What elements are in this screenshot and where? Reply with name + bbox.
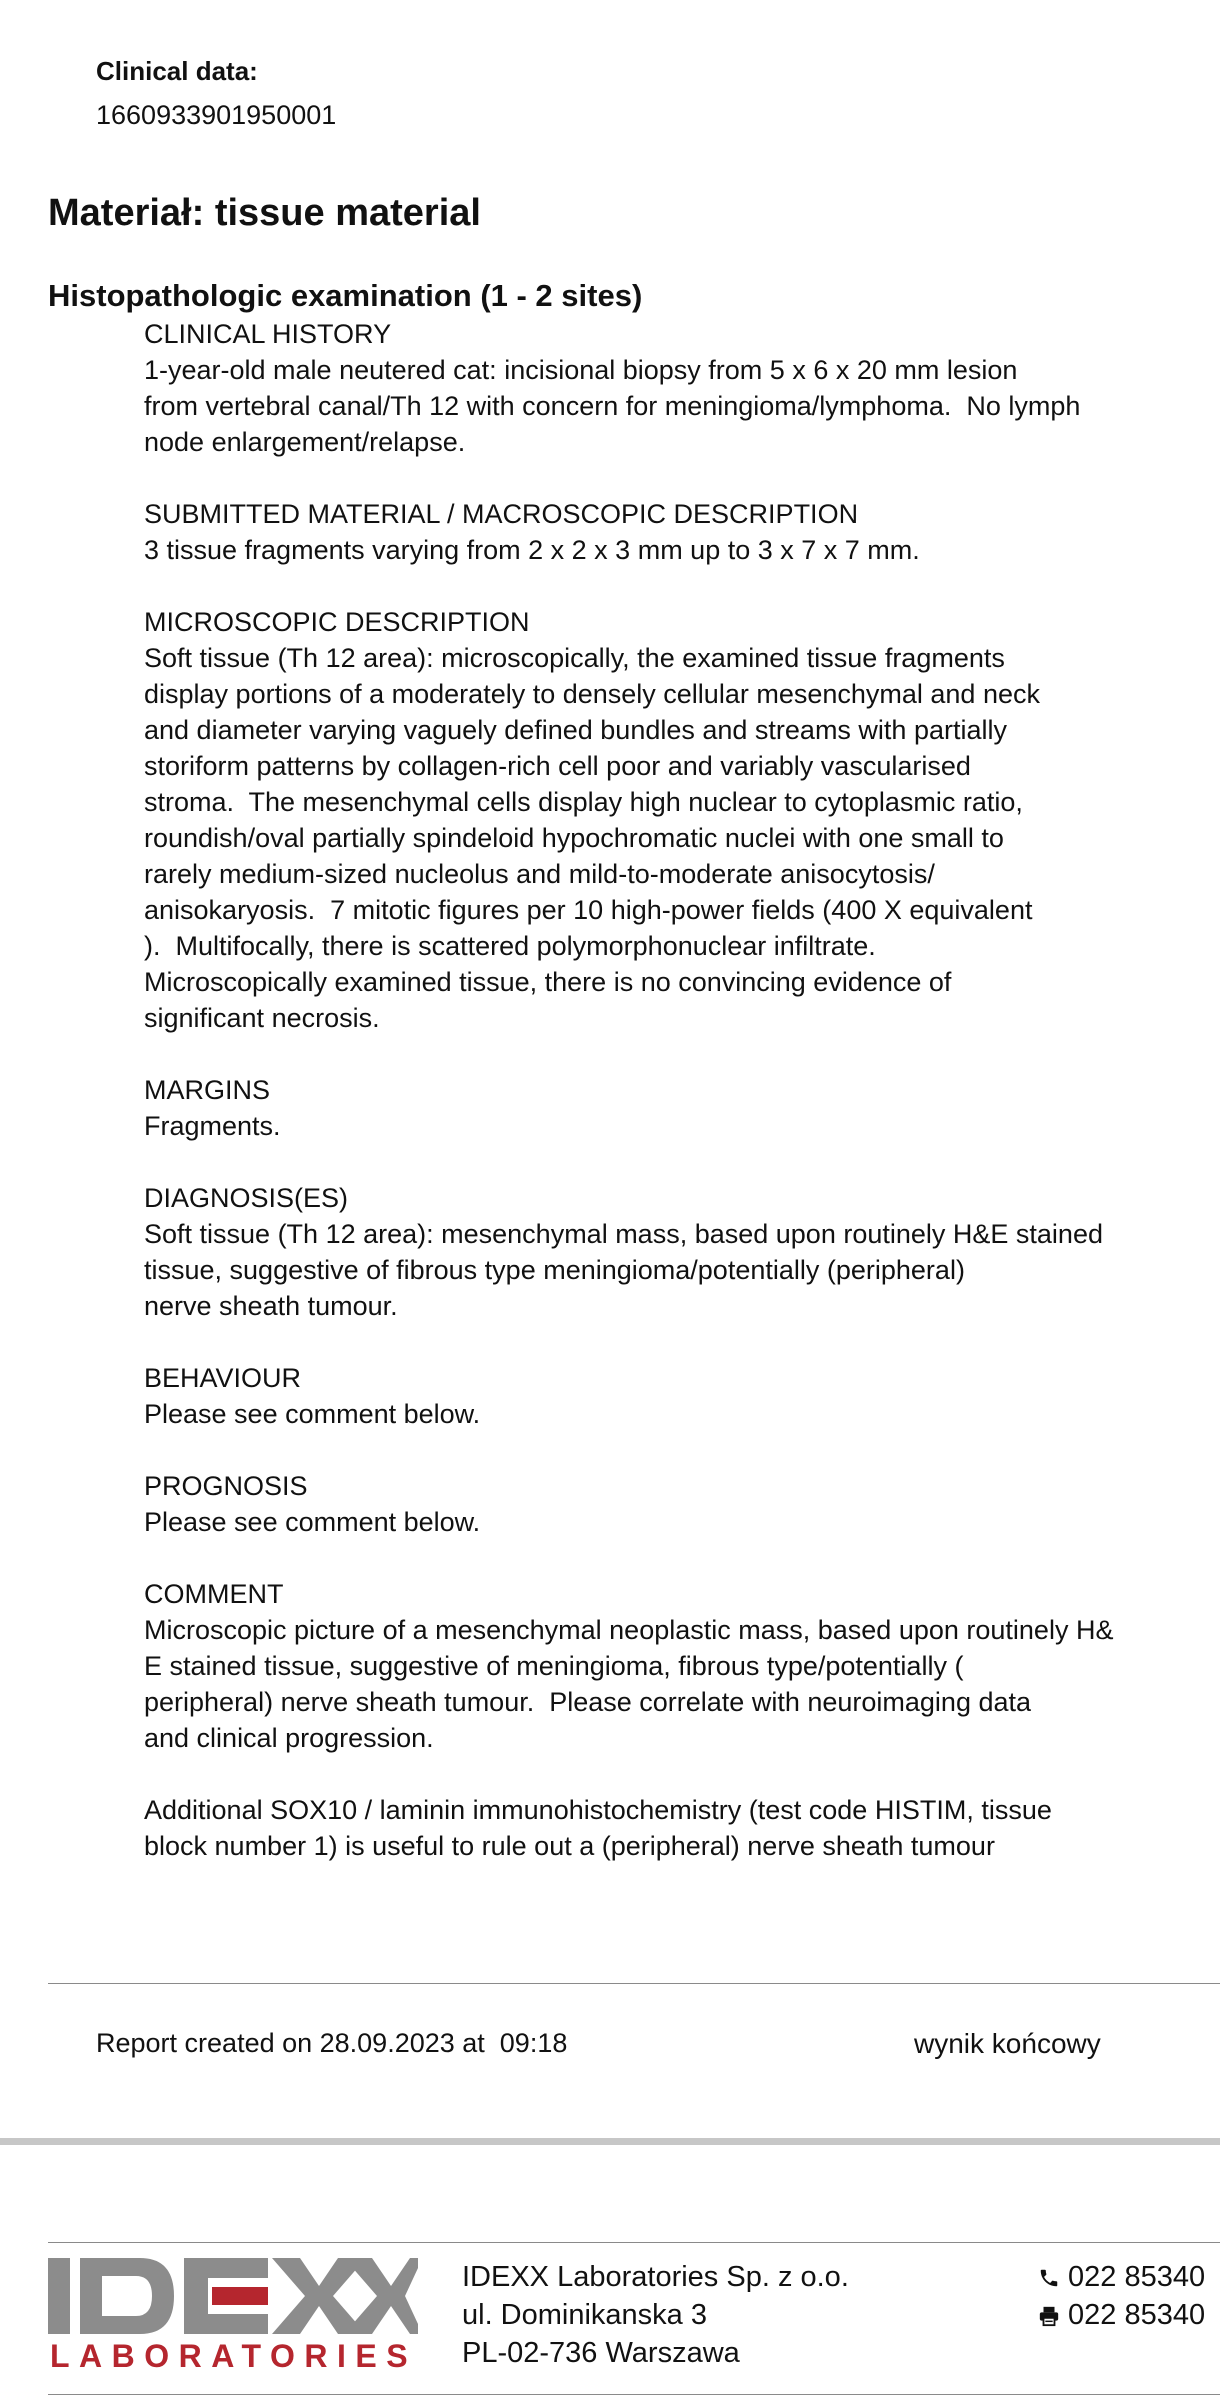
section-text-line: nerve sheath tumour. bbox=[144, 1291, 398, 1321]
report-section bbox=[144, 316, 1214, 460]
section-text-line: Microscopically examined tissue, there is no convincing evidence of bbox=[144, 967, 952, 997]
section-text-line: anisokaryosis. 7 mitotic figures per 10 high-power fields (400 X equivalent bbox=[144, 895, 1033, 925]
section-text-line: 3 tissue fragments varying from 2 x 2 x 3 mm up to 3 x 7 x 7 mm. bbox=[144, 535, 920, 565]
section-text-line: and clinical progression. bbox=[144, 1723, 434, 1753]
exam-title: Histopathologic examination (1 - 2 sites) bbox=[48, 278, 643, 313]
address-line-company: IDEXX Laboratories Sp. z o.o. bbox=[462, 2261, 849, 2293]
report-section bbox=[144, 1576, 1214, 1756]
section-text-line: significant necrosis. bbox=[144, 1003, 380, 1033]
section-text-line: Additional SOX10 / laminin immunohistochemistry (test code HISTIM, tissue bbox=[144, 1795, 1052, 1825]
fax-printer-icon bbox=[1038, 2305, 1060, 2327]
report-status: wynik końcowy bbox=[914, 2028, 1101, 2059]
fax-row bbox=[1038, 2296, 1205, 2334]
address-line-street: ul. Dominikanska 3 bbox=[462, 2299, 707, 2331]
section-text-line: display portions of a moderately to densely cellular mesenchymal and neck bbox=[144, 679, 1040, 709]
report-section bbox=[144, 496, 1214, 568]
report-created-text: Report created on 28.09.2023 at 09:18 bbox=[96, 2028, 568, 2058]
report-section bbox=[144, 1072, 1214, 1144]
clinical-data-label: Clinical data: bbox=[96, 56, 258, 86]
section-text-line: Please see comment below. bbox=[144, 1507, 481, 1537]
idexx-logo bbox=[48, 2258, 418, 2374]
section-heading: COMMENT bbox=[144, 1579, 284, 1609]
report-section bbox=[144, 1360, 1214, 1432]
section-text-line: from vertebral canal/Th 12 with concern for meningioma/lymphoma. No lymph bbox=[144, 391, 1081, 421]
section-text-line: Fragments. bbox=[144, 1111, 281, 1141]
section-text-line: rarely medium-sized nucleolus and mild-to-moderate anisocytosis/ bbox=[144, 859, 935, 889]
section-text-line: block number 1) is useful to rule out a (peripheral) nerve sheath tumour bbox=[144, 1831, 995, 1861]
section-heading: MARGINS bbox=[144, 1075, 271, 1105]
section-text-line: E stained tissue, suggestive of meningioma, fibrous type/potentially ( bbox=[144, 1651, 964, 1681]
company-address bbox=[462, 2258, 849, 2372]
footer-bottom-rule bbox=[48, 2394, 1220, 2395]
footer-top-rule bbox=[48, 2242, 1220, 2243]
section-text-line: node enlargement/relapse. bbox=[144, 427, 466, 457]
section-text-line: storiform patterns by collagen-rich cell poor and variably vascularised bbox=[144, 751, 971, 781]
report-section bbox=[144, 1180, 1214, 1324]
logo-wordmark: LABORATORIES bbox=[50, 2338, 418, 2374]
section-text-line: Soft tissue (Th 12 area): microscopically, the examined tissue fragments bbox=[144, 643, 1005, 673]
phone-number: 022 85340 bbox=[1068, 2261, 1206, 2293]
address-line-city: PL-02-736 Warszawa bbox=[462, 2337, 740, 2369]
section-text-line: 1-year-old male neutered cat: incisional biopsy from 5 x 6 x 20 mm lesion bbox=[144, 355, 1018, 385]
section-text-line: roundish/oval partially spindeloid hypochromatic nuclei with one small to bbox=[144, 823, 1004, 853]
section-heading: MICROSCOPIC DESCRIPTION bbox=[144, 607, 530, 637]
page-separator-bar bbox=[0, 2138, 1220, 2145]
section-text-line: Microscopic picture of a mesenchymal neoplastic mass, based upon routinely H& bbox=[144, 1615, 1114, 1645]
section-text-line: and diameter varying vaguely defined bundles and streams with partially bbox=[144, 715, 1007, 745]
section-text-line: peripheral) nerve sheath tumour. Please correlate with neuroimaging data bbox=[144, 1687, 1032, 1717]
section-heading: CLINICAL HISTORY bbox=[144, 319, 392, 349]
report-section bbox=[144, 1468, 1214, 1540]
report-section bbox=[144, 604, 1214, 1036]
material-title: Materiał: tissue material bbox=[48, 192, 481, 234]
report-body bbox=[144, 316, 1214, 1864]
contact-info bbox=[1038, 2258, 1205, 2334]
report-section bbox=[144, 1792, 1214, 1864]
idexx-logo-graphic bbox=[48, 2258, 418, 2334]
section-text-line: ). Multifocally, there is scattered polymorphonuclear infiltrate. bbox=[144, 931, 876, 961]
phone-row bbox=[1038, 2258, 1205, 2296]
phone-icon bbox=[1038, 2267, 1060, 2289]
clinical-data-value: 1660933901950001 bbox=[96, 100, 337, 130]
section-text-line: tissue, suggestive of fibrous type meningioma/potentially (peripheral) bbox=[144, 1255, 965, 1285]
section-text-line: stroma. The mesenchymal cells display high nuclear to cytoplasmic ratio, bbox=[144, 787, 1023, 817]
section-text-line: Please see comment below. bbox=[144, 1399, 481, 1429]
section-heading: PROGNOSIS bbox=[144, 1471, 308, 1501]
section-heading: SUBMITTED MATERIAL / MACROSCOPIC DESCRIPTION bbox=[144, 499, 859, 529]
section-text-line: Soft tissue (Th 12 area): mesenchymal mass, based upon routinely H&E stained bbox=[144, 1219, 1103, 1249]
fax-number: 022 85340 bbox=[1068, 2299, 1206, 2331]
section-heading: DIAGNOSIS(ES) bbox=[144, 1183, 349, 1213]
divider bbox=[48, 1983, 1220, 1984]
section-heading: BEHAVIOUR bbox=[144, 1363, 302, 1393]
